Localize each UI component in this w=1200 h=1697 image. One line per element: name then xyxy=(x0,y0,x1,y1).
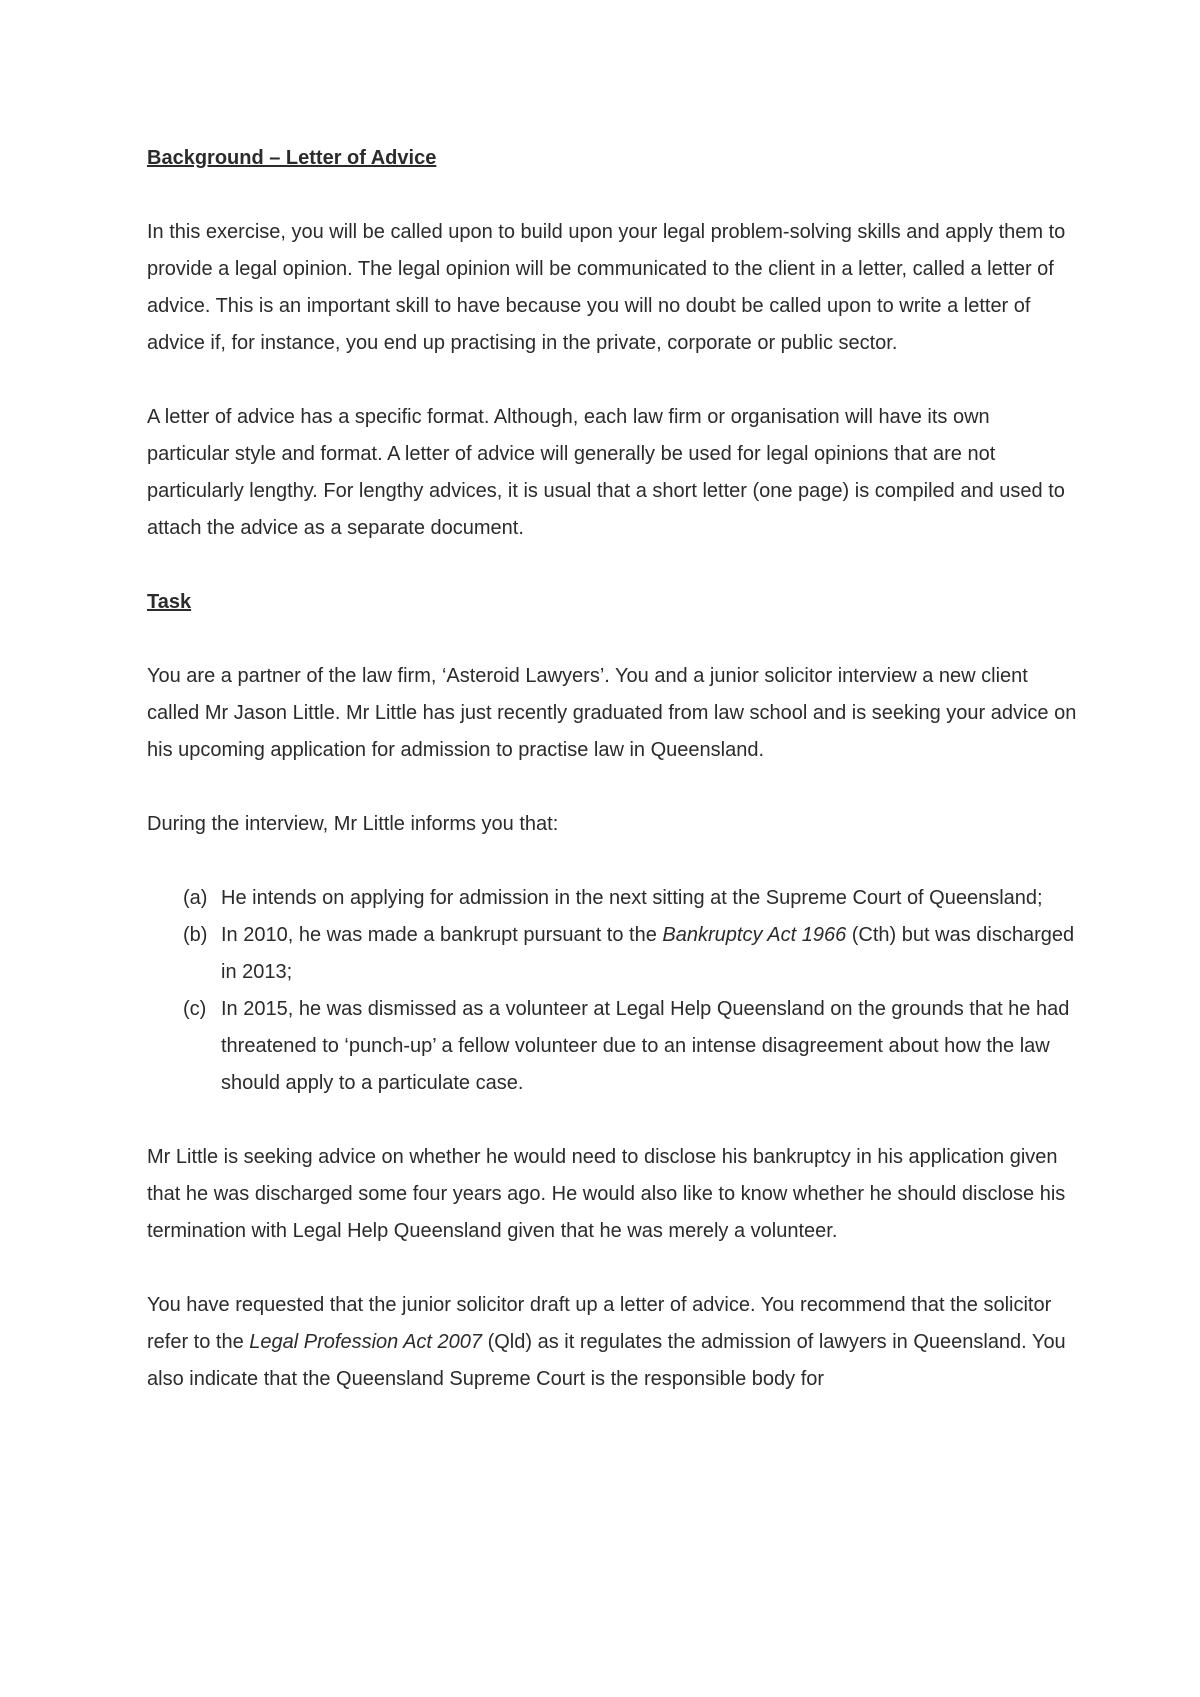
advice-sought-paragraph: Mr Little is seeking advice on whether he would need to disclose his bankruptcy in his application given that he was discharged some four years ago. He would also like to know whether he should disclose his termination with Legal Help Queensland given that he was merely a volunteer. xyxy=(147,1146,1066,1242)
list-item xyxy=(183,917,1077,991)
list-marker: (c) xyxy=(183,998,207,1020)
task-heading: Task xyxy=(147,591,192,613)
request-paragraph xyxy=(147,1287,1077,1398)
background-heading: Background – Letter of Advice xyxy=(147,147,437,169)
list-marker: (a) xyxy=(183,887,208,909)
client-paragraph: You are a partner of the law firm, ‘Asteroid Lawyers’. You and a junior solicitor interview a new client called Mr Jason Little. Mr Little has just recently graduated from law school and is seeking your advice on his upcoming application for admission to practise law in Queensland. xyxy=(147,665,1077,761)
facts-list xyxy=(147,880,1077,1102)
act-citation: Bankruptcy Act 1966 xyxy=(662,924,847,946)
list-item-text-pre: In 2010, he was made a bankrupt pursuant to the xyxy=(221,924,663,946)
request-text-pre: You have requested that the junior solicitor draft up a letter of advice. You recommend that the solicitor refer to the xyxy=(147,1294,1052,1353)
format-paragraph: A letter of advice has a specific format. Although, each law firm or organisation will have its own particular style and format. A letter of advice will generally be used for legal opinions that are not particularly lengthy. For lengthy advices, it is usual that a short letter (one page) is compiled and used to attach the advice as a separate document. xyxy=(147,406,1065,539)
list-item-text-post: (Cth) but was discharged in 2013; xyxy=(221,924,1075,983)
document-page xyxy=(147,140,1077,1398)
list-item-text: He intends on applying for admission in the next sitting at the Supreme Court of Queensland; xyxy=(221,887,1043,909)
act-citation: Legal Profession Act 2007 xyxy=(249,1331,483,1353)
interview-paragraph: During the interview, Mr Little informs you that: xyxy=(147,813,559,835)
list-item xyxy=(183,991,1077,1102)
list-item xyxy=(183,880,1077,917)
intro-paragraph: In this exercise, you will be called upon to build upon your legal problem-solving skills and apply them to provide a legal opinion. The legal opinion will be communicated to the client in a letter, called a letter of advice. This is an important skill to have because you will no doubt be called upon to write a letter of advice if, for instance, you end up practising in the private, corporate or public sector. xyxy=(147,221,1066,354)
request-text-post: (Qld) as it regulates the admission of lawyers in Queensland. You also indicate that the Queensland Supreme Court is the responsible body for xyxy=(147,1331,1066,1390)
list-item-text: In 2015, he was dismissed as a volunteer at Legal Help Queensland on the grounds that he had threatened to ‘punch-up’ a fellow volunteer due to an intense disagreement about how the law should apply to a particulate case. xyxy=(221,998,1070,1094)
list-marker: (b) xyxy=(183,924,208,946)
